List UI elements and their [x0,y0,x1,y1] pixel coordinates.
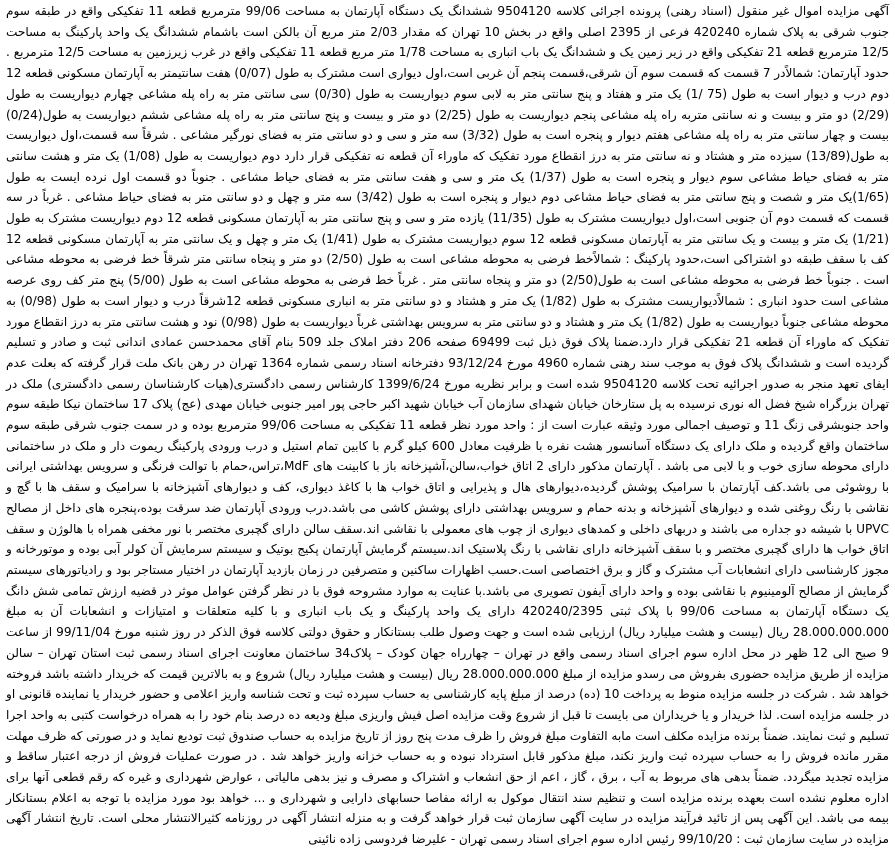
signature: علیرضا فردوسی زاده نائینی [308,832,448,847]
notice-body: آگهی مزایده اموال غیر منقول (اسناد رهنی) پرونده اجرائی کلاسه 9504120 ششدانگ یک دستگاه آپارتمان به مساحت 99/06 مترمربع قطعه 11 تفکیکی واقع در طبقه سوم جنوب شرقی به پلاک شماره 420240 فرعی از 2395 اصلی واقع در بخش 10 تهران که مقدار 2/03 متر مربع آن بالکن است باشمام ششدانگ یک واحد پارکینگ به مساحت 12/5 مترمربع قطعه 21 تفکیکی واقع در زیر زمین یک و ششدانگ یک باب انباری به مساحت 1/78 متر مربع قطعه 11 تفکیکی واقع در غرب زیرزمین به مساحت 12/5 مترمربع . حدود آپارتمان: شمالاًدر 7 قسمت که قسمت سوم آن شرقی،قسمت پنجم آن غربی است،اول دیواری است مشترک به طول (0/07) هفت سانتیمتر به آپارتمان مسکونی قطعه 12 دوم درب و دیوار است به طول (75 /1) یک متر و هفتاد و پنج سانتی متر به لابی سوم دیواریست به طول (0/30) سی سانتی متر به راه پله مشاعی چهارم دیواریست به طول (2/29) دو متر و بیست و نه سانتی متربه راه پله مشاعی پنجم دیواریست به طول (2/25) دو متر و بیست و پنج سانتی متر به راه پله مشاعی ششم دیواریست به طول(0/24) بیست و چهار سانتی متر به راه پله مشاعی هفتم دیوار و پنجره است به طول (3/32) سه متر و سی و دو سانتی متر به فضای نورگیر مشاعی . شرقاً سه قسمت،اول دیواریست به طول(13/89) سیزده متر و هشتاد و نه سانتی متر به درز انقطاع مورد تفکیک که ماوراء آن قطعه نه تفکیکی قرار دارد دوم دیواریست به طول (1/08) یک متر و هشت سانتی متر به فضای حیاط مشاعی سوم دیوار و پنجره است به طول (1/37) یک متر و سی و هفت سانتی متر به فضای حیاط مشاعی . جنوباً دو قسمت اول نرده ایست به طول (1/65)یک متر و شصت و پنج سانتی متر به فضای حیاط مشاعی دوم دیوار و پنجره است به طول (3/42) سه متر و چهل و دو سانتی متر به فضای حیاط مشاعی . غرباً در سه قسمت که قسمت دوم آن جنوبی است،اول دیواریست مشترک به طول (11/35) یازده متر و سی و پنج سانتی متر به آپارتمان مسکونی قطعه 12 دوم دیواریست مشترک به طول (1/21) یک متر و بیست و یک سانتی متر به آپارتمان مسکونی قطعه 12 سوم دیواریست مشترک به طول (1/41) یک متر و چهل و یک سانتی متر به آپارتمان مسکونی قطعه 12 کف با سقف طبقه دو اشتراکی است،حدود پارکینگ : شمالاًخط فرضی به محوطه مشاعی است به طول (2/50) دو متر و پنجاه سانتی متر شرقاً خط فرضی به محوطه مشاعی است . جنوباً خط فرضی به محوطه مشاعی است به طول(2/50) دو متر و پنجاه سانتی متر . غرباً خط فرضی به محوطه مشاعی است به طول (5/00) پنج متر کف روی عرصه مشاعی است حدود انباری : شمالاًدیواریست مشترک به طول (1/82) یک متر و هشتاد و دو سانتی متر به انباری مسکونی قطعه 12شرقاً درب و دیوار است به طول (0/98) به محوطه مشاعی جنوباً دیواریست به طول (1/82) یک متر و هشتاد و دو سانتی متر به سرویس بهداشتی غرباً دیواریست به طول (0/98) نود و هشت سانتی متر به درز انقطاع مورد تفکیک که ماوراء آن قطعه 21 تفکیکی قرار دارد.ضمنا پلاک فوق ذیل ثبت 69499 صفحه 206 دفتر املاک جلد 509 بنام آقای محمدحسن عمادی اندانی ثبت و صادر و تسلیم گردیده است و ششدانگ پلاک فوق به موجب سند رهنی شماره 4960 مورخ 93/12/24 دفترخانه اسناد رسمی شماره 1364 تهران در رهن بانک ملت قرار گرفته که بعلت عدم ایفای تعهد منجر به صدور اجرائیه تحت کلاسه 9504120 شده است و برابر نظریه مورخ 1399/6/24 کارشناس رسمی دادگستری(هیات کارشناسان رسمی دادگستری) ملک در تهران بزرگراه شیخ فضل اله نوری نرسیده به پل ستارخان خیابان شهدای سازمان آب خیابان شهید اکبر حاجی پور امیر جنوبی خیابان مهدی (عج) پلاک 17 ساختمان نیکا طبقه سوم واحد جنوبشرقی زنگ 11 و توصیف اجمالی مورد وثیقه عبارت است از : واحد مورد نظر قطعه 11 تفکیکی به مساحت 99/06 مترمربع بوده و در سمت جنوب شرقی طبقه سوم ساختمان واقع گردیده و ملک دارای یک دستگاه آسانسور هشت نفره با ظرفیت معادل 600 کیلو گرم با کابین تمام استیل و درب ورودی پارکینگ ریموت دار و ملک در ساختمانی دارای محوطه سازی خوب و با لابی می باشد . آپارتمان مذکور دارای 2 اتاق خواب،سالن،آشپزخانه باز با کابینت های MdF،تراس،حمام با توالت فرنگی و سرویس بهداشتی ایرانی با روشوئی می باشد.کف آپارتمان با سرامیک پوشش گردیده،دیوارهای هال و پذیرایی و اتاق خواب ها با کاغذ دیواری، کف و دیوارهای آشپزخانه با سرامیک و سقف ها با گچ و نقاشی با رنگ روغنی شده و دیوارهای آشپزخانه و بدنه حمام و سرویس بهداشتی دارای پوشش کاشی می باشد.درب ورودی آپارتمان ضد سرقت بوده،پنجره های داخل از مصالح UPVC با شیشه دو جداره می باشند و دربهای داخلی و کمدهای دیواری از چوب های معمولی با نقاشی اند.سقف سالن دارای گچبری مختصر با نور مخفی همراه با هالوژن و سقف اتاق خواب ها دارای گچبری مختصر و با سقف آشپزخانه دارای نقاشی با رنگ پلاستیک اند.سیستم گرمایش آپارتمان پکیج بوتیک و سیستم سرمایش آن کولر آبی بوده و موتورخانه و مجوز کارشناسی دارای انشعابات آب مشترک و گاز و برق اختصاصی است.حسب اظهارات ساکنین و متصرفین در زمان بازدید آپارتمان در اختیار مستاجر بود و رادیاتورهای سیستم گرمایش از مصالح آلومینیوم با نقاشی بوده و واحد دارای آیفون تصویری می باشد.با عنایت به موارد مشروحه فوق با در نظر گرفتن عوامل موثر در قضیه ارزش تمامی شش دانگ یک دستگاه آپارتمان به مساحت 99/06 با پلاک ثبتی 420240/2395 دارای یک واحد پارکینگ و یک باب انباری و با کلیه متعلقات و امتیازات و انشعابات آن به مبلغ 28.000.000.000 ریال (بیست و هشت میلیارد ریال) ارزیابی شده است و جهت وصول طلب بستانکار و حقوق دولتی کلاسه فوق الذکر در روز شنبه مورخ 99/11/04 از ساعت 9 صبح الی 12 ظهر در محل اداره سوم اجرای اسناد رسمی واقع در تهران – چهارراه جهان کودک – پلاک34 ساختمان معاونت اجرای اسناد رسمی ثبت استان تهران – سالن مزایده از طریق مزایده حضوری بفروش می رسدو مزایده از مبلغ 28.000.000.000 ریال (بیست و هشت میلیارد ریال) شروع و به بالاترین قیمت که خریدار داشته باشد فروخته خواهد شد . شرکت در جلسه مزایده منوط به پرداخت 10 (ده) درصد از مبلغ پایه کارشناسی به حساب سپرده ثبت و تحت شناسه واریز اعلامی و حضور خریدار یا نماینده قانونی او در جلسه مزایده است. لذا خریدار و یا خریداران می بایست تا قبل از شروع وقت مزایده اصل فیش واریزی مبلغ ودیعه ده درصد بنام خود را به همراه درخواست کتبی به واحد اجرا تسلیم و ثبت نمایند. ضمناً برنده مزایده مکلف است مابه التفاوت مبلغ فروش را ظرف مدت پنج روز از تاریخ مزایده به حساب صندوق ثبت تودیع نماید و در صورتی که ظرف مهلت مقرر مانده فروش را به حساب سپرده ثبت واریز نکند، مبلغ مذکور قابل استرداد نبوده و به حساب خزانه واریز خواهد شد . در صورت عملیات فروش از درجه اعتبار ساقط و مزایده تجدید میگردد. ضمناً بدهی های مربوط به آب ، برق ، گاز ، اعم از حق انشعاب و اشتراک و مصرف و نیز بدهی مالیاتی ، عوارض شهرداری و غیره که رقم قطعی آنها برای اداره معلوم نشده است بعهده برنده مزایده است و تنظیم سند انتقال موکول به ارائه مفاصا حسابهای دارایی و شهرداری و ... خواهد بود مورد مزایده با توجه به اعلام بستانکار بیمه می باشد. این آگهی پس از تائید فرآیند مزایده در سایت آگهی سازمان ثبت قرار خواهد گرفت و به منزله انتشار آگهی در روزنامه کثیرالانتشار محلی است. تاریخ انتشار آگهی مزایده در سایت سازمان ثبت : 99/10/20 رئیس اداره سوم اجرای اسناد رسمی تهران - [6,4,890,847]
